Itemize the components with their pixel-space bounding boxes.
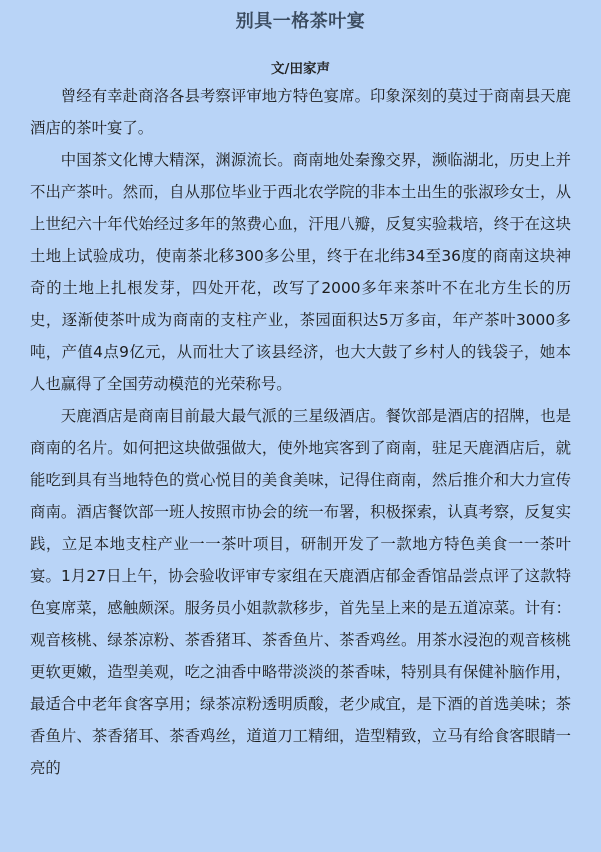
paragraph-1: 曾经有幸赴商洛各县考察评审地方特色宴席。印象深刻的莫过于商南县天鹿酒店的茶叶宴了。 (30, 87, 571, 137)
article-title: 别具一格茶叶宴 (235, 11, 366, 32)
paragraph-2: 中国茶文化博大精深，渊源流长。商南地处秦豫交界，濒临湖北，历史上并不出产茶叶。然而，自从那位毕业于西北农学院的非本土出生的张淑珍女士，从上世纪六十年代始经过多年的煞费心血，汗甩八瓣，反复实验栽培，终于在这块土地上试验成功，使南茶北移300多公里，终于在北纬34至36度的商南这块神奇的土地上扎根发芽，四处开花，改写了2000多年来茶叶不在北方生长的历史，逐渐使茶叶成为商南的支柱产业，茶园面积达5万多亩，年产茶叶3000多吨，产值4点9亿元，从而壮大了该县经济，也大大鼓了乡村人的钱袋子，她本人也赢得了全国劳动模范的光荣称号。 (30, 151, 571, 393)
article-body (30, 80, 571, 784)
article-author: 文/田家声 (271, 61, 330, 77)
paragraph-3: 天鹿酒店是商南目前最大最气派的三星级酒店。餐饮部是酒店的招牌，也是商南的名片。如何把这块做强做大，使外地宾客到了商南，驻足天鹿酒店后，就能吃到具有当地特色的赏心悦目的美食美味，记得住商南，然后推介和大力宣传商南。酒店餐饮部一班人按照市协会的统一布署，积极探索，认真考察，反复实践，立足本地支柱产业一一茶叶项目，研制开发了一款地方特色美食一一茶叶宴。1月27日上午，协会验收评审专家组在天鹿酒店郁金香馆品尝点评了这款特色宴席菜，感触颇深。服务员小姐款款移步，首先呈上来的是五道凉菜。计有：观音核桃、绿茶凉粉、茶香猪耳、茶香鱼片、茶香鸡丝。用茶水浸泡的观音核桃更软更嫩，造型美观，吃之油香中略带淡淡的茶香味，特别具有保健补脑作用，最适合中老年食客享用；绿茶凉粉透明质酸，老少咸宜，是下酒的首选美味；茶香鱼片、茶香猪耳、茶香鸡丝，道道刀工精细，造型精致，立马有给食客眼睛一亮的 (30, 407, 571, 777)
